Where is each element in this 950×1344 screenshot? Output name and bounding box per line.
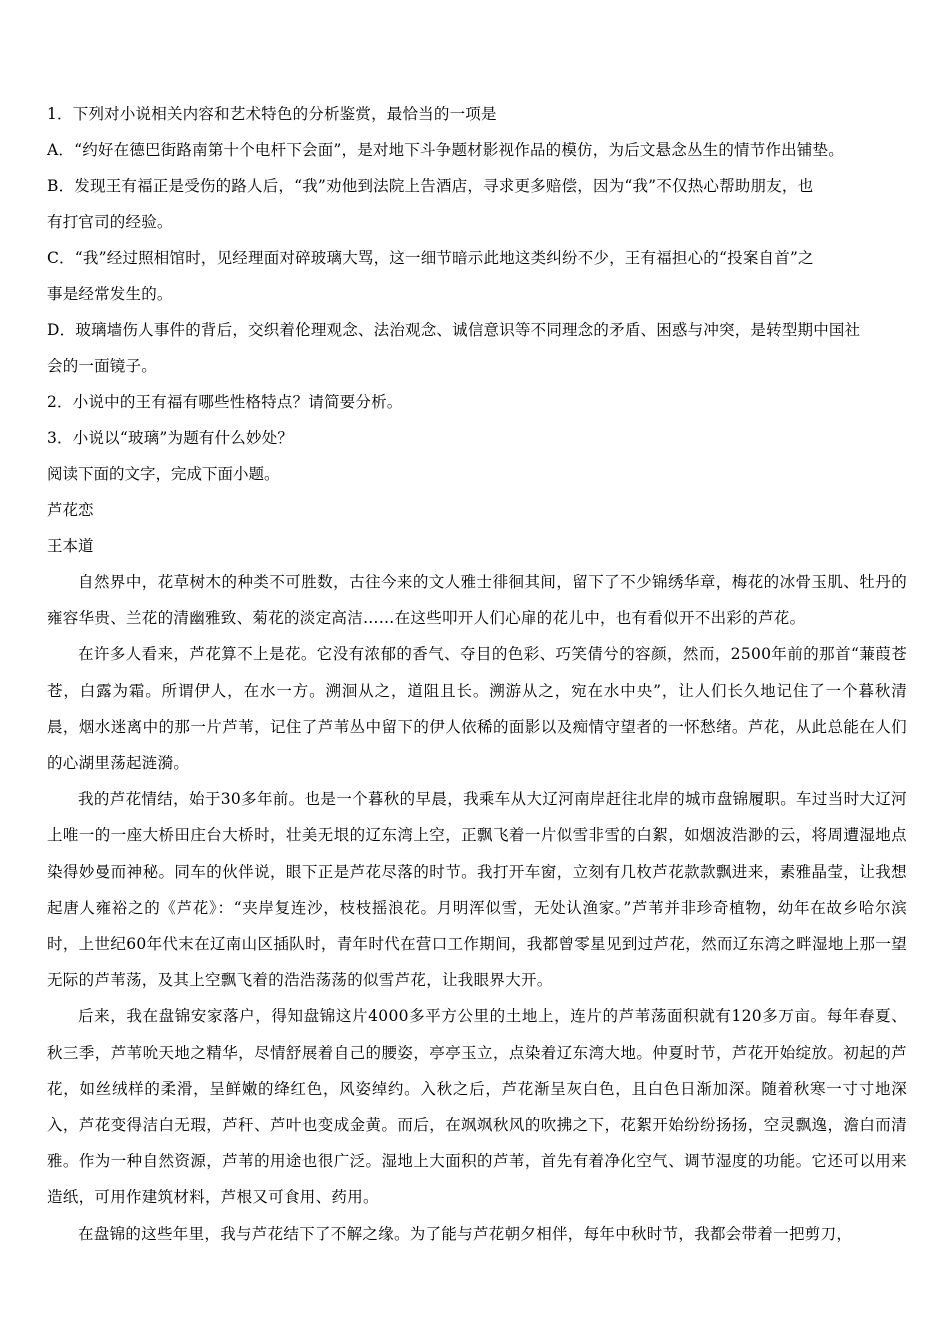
article-body — [47, 564, 907, 1252]
article-title: 芦花恋 — [47, 501, 94, 519]
article-paragraph-2: 在许多人看来，芦花算不上是花。它没有浓郁的香气、夺目的色彩、巧笑倩兮的容颜，然而，2500年前的那首“蒹葭苍苍，白露为霜。所谓伊人，在水一方。溯洄从之，道阻且长。溯游从之，宛在水中央”，让人们长久地记住了一个暮秋清晨，烟水迷离中的那一片芦苇，记住了芦苇丛中留下的伊人依稀的面影以及痴情守望者的一怀愁绪。芦花，从此总能在人们的心湖里荡起涟漪。 — [47, 645, 907, 773]
question-2: 2．小说中的王有福有哪些性格特点？请简要分析。 — [47, 393, 403, 411]
article-paragraph-4: 后来，我在盘锦安家落户，得知盘锦这片4000多平方公里的土地上，连片的芦苇荡面积就有120多万亩。每年春夏、秋三季，芦苇吮天地之精华，尽情舒展着自己的腰姿，亭亭玉立，点染着辽东湾大地。仲夏时节，芦花开始绽放。初起的芦花，如丝绒样的柔滑，呈鲜嫩的绛红色，风姿绰约。入秋之后，芦花渐呈灰白色，且白色日渐加深。随着秋寒一寸寸地深入，芦花变得洁白无瑕，芦秆、芦叶也变成金黄。而后，在飒飒秋风的吹拂之下，花絮开始纷纷扬扬，空灵飘逸，澹白而清雅。作为一种自然资源，芦苇的用途也很广泛。湿地上大面积的芦苇，首先有着净化空气、调节湿度的功能。它还可以用来造纸，可用作建筑材料，芦根又可食用、药用。 — [47, 1007, 907, 1207]
question-3: 3．小说以“玻璃”为题有什么妙处？ — [47, 429, 294, 447]
question-1-option-a: A．“约好在德巴街路南第十个电杆下会面”，是对地下斗争题材影视作品的模仿，为后文悬念丛生的情节作出铺垫。 — [47, 141, 844, 159]
article-paragraph-1: 自然界中，花草树木的种类不可胜数，古往今来的文人雅士徘徊其间，留下了不少锦绣华章，梅花的冰骨玉肌、牡丹的雍容华贵、兰花的清幽雅致、菊花的淡定高洁……在这些叩开人们心扉的花儿中，也有看似开不出彩的芦花。 — [47, 573, 907, 628]
question-1-stem: 1．下列对小说相关内容和艺术特色的分析鉴赏，最恰当的一项是 — [47, 105, 497, 123]
question-1-option-c-line2: 事是经常发生的。 — [47, 285, 173, 303]
article-author: 王本道 — [47, 537, 94, 555]
question-1-option-d-line1: D．玻璃墙伤人事件的背后，交织着伦理观念、法治观念、诚信意识等不同理念的矛盾、困惑与冲突，是转型期中国社 — [47, 321, 861, 339]
question-1-option-b-line2: 有打官司的经验。 — [47, 213, 173, 231]
document-page — [47, 96, 907, 1252]
question-1-option-d-line2: 会的一面镜子。 — [47, 357, 157, 375]
reading-instruction: 阅读下面的文字，完成下面小题。 — [47, 465, 280, 483]
question-1-option-b-line1: B．发现王有福正是受伤的路人后，“我”劝他到法院上告酒店，寻求更多赔偿，因为“我”不仅热心帮助朋友，也 — [47, 177, 814, 195]
question-1-option-c-line1: C．“我”经过照相馆时，见经理面对碎玻璃大骂，这一细节暗示此地这类纠纷不少，王有福担心的“投案自首”之 — [47, 249, 814, 267]
article-paragraph-3: 我的芦花情结，始于30多年前。也是一个暮秋的早晨，我乘车从大辽河南岸赶往北岸的城市盘锦履职。车过当时大辽河上唯一的一座大桥田庄台大桥时，壮美无垠的辽东湾上空，正飘飞着一片似雪非雪的白絮，如烟波浩渺的云，将周遭湿地点染得妙曼而神秘。同车的伙伴说，眼下正是芦花尽落的时节。我打开车窗，立刻有几枚芦花款款飘进来，素雅晶莹，让我想起唐人雍裕之的《芦花》：“夹岸复连沙，枝枝摇浪花。月明浑似雪，无处认渔家。”芦苇并非珍奇植物，幼年在故乡哈尔滨时，上世纪60年代末在辽南山区插队时，青年时代在营口工作期间，我都曾零星见到过芦花，然而辽东湾之畔湿地上那一望无际的芦苇荡，及其上空飘飞着的浩浩荡荡的似雪芦花，让我眼界大开。 — [47, 790, 907, 990]
article-paragraph-5: 在盘锦的这些年里，我与芦花结下了不解之缘。为了能与芦花朝夕相伴，每年中秋时节，我都会带着一把剪刀， — [78, 1224, 853, 1243]
